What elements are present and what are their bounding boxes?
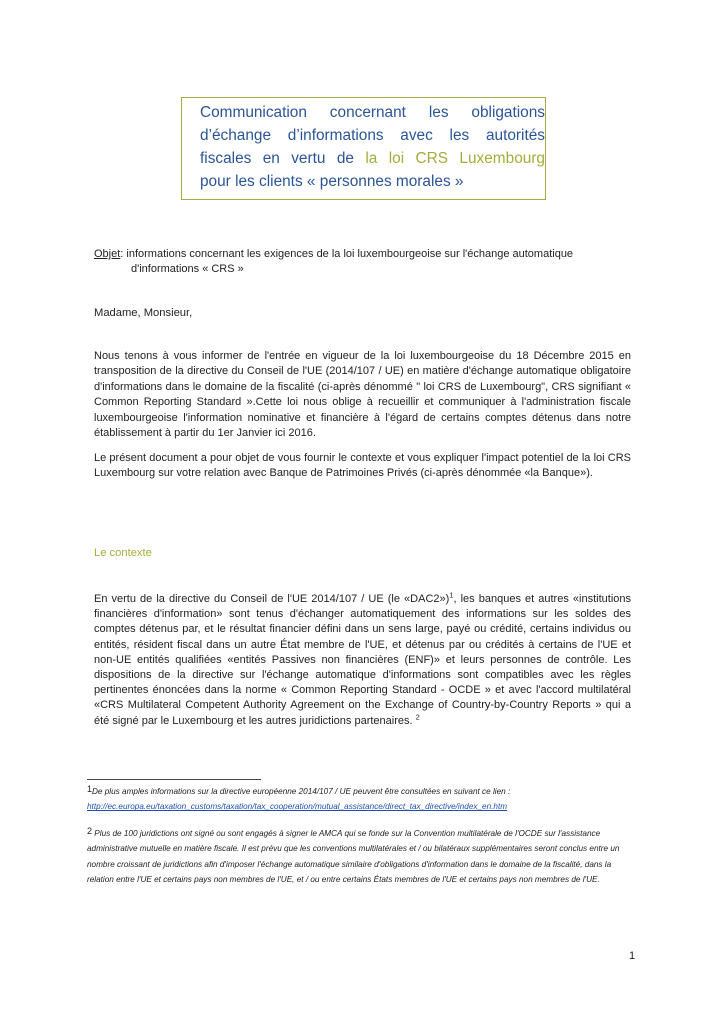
paragraph-3-part-a: En vertu de la directive du Conseil de l'UE 2014/107 / UE (le «DAC2») bbox=[94, 593, 450, 605]
footnote-ref-2[interactable]: 2 bbox=[415, 711, 420, 721]
title-line-1: Communication concernant les obligations bbox=[200, 104, 545, 121]
subject-text-continued: d'informations « CRS » bbox=[131, 263, 244, 275]
subject-label: Objet bbox=[94, 248, 121, 260]
subject-block bbox=[94, 247, 631, 277]
footnote-1-number: 1 bbox=[87, 784, 93, 794]
paragraph-1: Nous tenons à vous informer de l'entrée en vigueur de la loi luxembourgeoise du 18 Décembre 2015 en transposition de la directive du Conseil de l'UE (2014/107 / UE) en matière d'échange automatique obligatoire d'informations dans le domaine de la fiscalité (ci-après dénommé " loi CRS de Luxembourg", CRS signifiant « Common Reporting Standard ».Cette loi nous oblige à recueillir et communiquer à l'administration fiscale luxembourgeoise l'information nominative et financière à l'égard de certains comptes détenus dans notre établissement à partir du 1er Janvier ici 2016. bbox=[94, 350, 631, 440]
footnote-1-link[interactable]: http://ec.europa.eu/taxation_customs/taxation/tax_cooperation/mutual_assistance/direct_tax_directive/index_en.htm bbox=[87, 802, 508, 812]
footnote-ref-1[interactable]: 1 bbox=[449, 590, 454, 600]
document-title-box bbox=[181, 97, 546, 200]
footnote-1 bbox=[87, 782, 631, 815]
footnote-1-text: De plus amples informations sur la directive européenne 2014/107 / UE peuvent être consultées en suivant ce lien : bbox=[92, 787, 511, 796]
title-highlight: la loi CRS Luxembourg bbox=[365, 150, 545, 167]
footnote-2-text: Plus de 100 juridictions ont signé ou sont engagés à signer le AMCA qui se fonde sur la Convention multilatérale de l'OCDE sur l'assistance administrative mutuelle en matière fiscale. Il est prévu que les conventions multilatérales et / ou bilatéraux supplémentaires seront conclus entre un nombre croissant de juridictions afin d'imposer l'échange automatique similaire d'obligations d'information dans le domaine de la fiscalité, dans la relation entre l'UE et certains pays non membres de l'UE, et / ou entre certains États membres de l'UE et certains pays non membres de l'UE. bbox=[87, 829, 620, 885]
title-line-4: pour les clients « personnes morales » bbox=[200, 173, 464, 190]
paragraph-2: Le présent document a pour objet de vous fournir le contexte et vous expliquer l'impact potentiel de la loi CRS Luxembourg sur votre relation avec Banque de Patrimoines Privés (ci-après dénommée «la Banque»). bbox=[94, 452, 631, 480]
paragraph-3-part-b: , les banques et autres «institutions financières d'information» sont tenus d'échanger automatiquement des informations sur les soldes des comptes détenus par, et le résultat financier défini dans un sens large, payé ou crédité, certains individus ou entités, résident fiscal dans un autre État membre de l'UE, et détenus par ou crédités à certains de l'UE et non-UE entités qualifiées «entités Passives non financières (ENF)» et leurs personnes de contrôle. Les dispositions de la directive sur l'échange automatique d'informations sont compatibles avec les règles pertinentes énoncées dans la norme « Common Reporting Standard - OCDE » et avec l'accord multilatéral «CRS Multilateral Competent Authority Agreement on the Exchange of Country-by-Country Reports » qui a été signé par le Luxembourg et les autres juridictions partenaires. bbox=[94, 593, 631, 727]
footnote-2 bbox=[87, 824, 631, 888]
title-line-2: d’échange d’informations avec les autorités bbox=[200, 127, 545, 144]
footnote-2-number: 2 bbox=[87, 826, 93, 836]
footnote-divider bbox=[87, 779, 261, 780]
paragraph-3 bbox=[94, 592, 631, 729]
salutation: Madame, Monsieur, bbox=[94, 307, 193, 319]
subject-text: : informations concernant les exigences de la loi luxembourgeoise sur l'échange automatique bbox=[120, 248, 574, 260]
title-line-3 bbox=[200, 147, 545, 170]
title-line-3-text: fiscales en vertu de bbox=[200, 150, 366, 167]
section-heading: Le contexte bbox=[94, 547, 152, 559]
page-number: 1 bbox=[629, 950, 636, 962]
